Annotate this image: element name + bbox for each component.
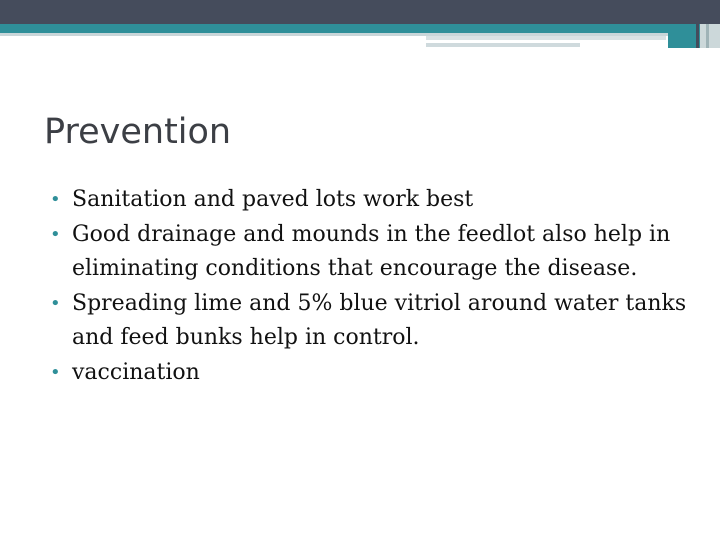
- bullet-list: [50, 183, 690, 390]
- bullet-text: vaccination: [72, 359, 200, 385]
- bullet-dot-icon: •: [50, 223, 61, 245]
- bullet-item: [50, 183, 690, 218]
- header-segment-upper: [426, 36, 666, 40]
- bullet-text: Good drainage and mounds in the feedlot also help in eliminating conditions that encourage the disease.: [72, 221, 671, 281]
- bullet-dot-icon: •: [50, 189, 61, 210]
- bullet-item: [50, 287, 690, 356]
- header-bar-accent: [0, 24, 720, 33]
- bullet-dot-icon: •: [50, 292, 61, 314]
- header-corner-top: [668, 0, 720, 24]
- bullet-text: Spreading lime and 5% blue vitriol around water tanks and feed bunks help in control.: [72, 290, 687, 350]
- slide-title: Prevention: [44, 112, 232, 152]
- bullet-text: Sanitation and paved lots work best: [72, 187, 474, 212]
- header-segment-lower: [426, 43, 580, 47]
- header-bar-dark: [0, 0, 720, 24]
- bullet-dot-icon: •: [50, 361, 61, 383]
- bullet-item: [50, 218, 690, 287]
- bullet-item: [50, 356, 690, 391]
